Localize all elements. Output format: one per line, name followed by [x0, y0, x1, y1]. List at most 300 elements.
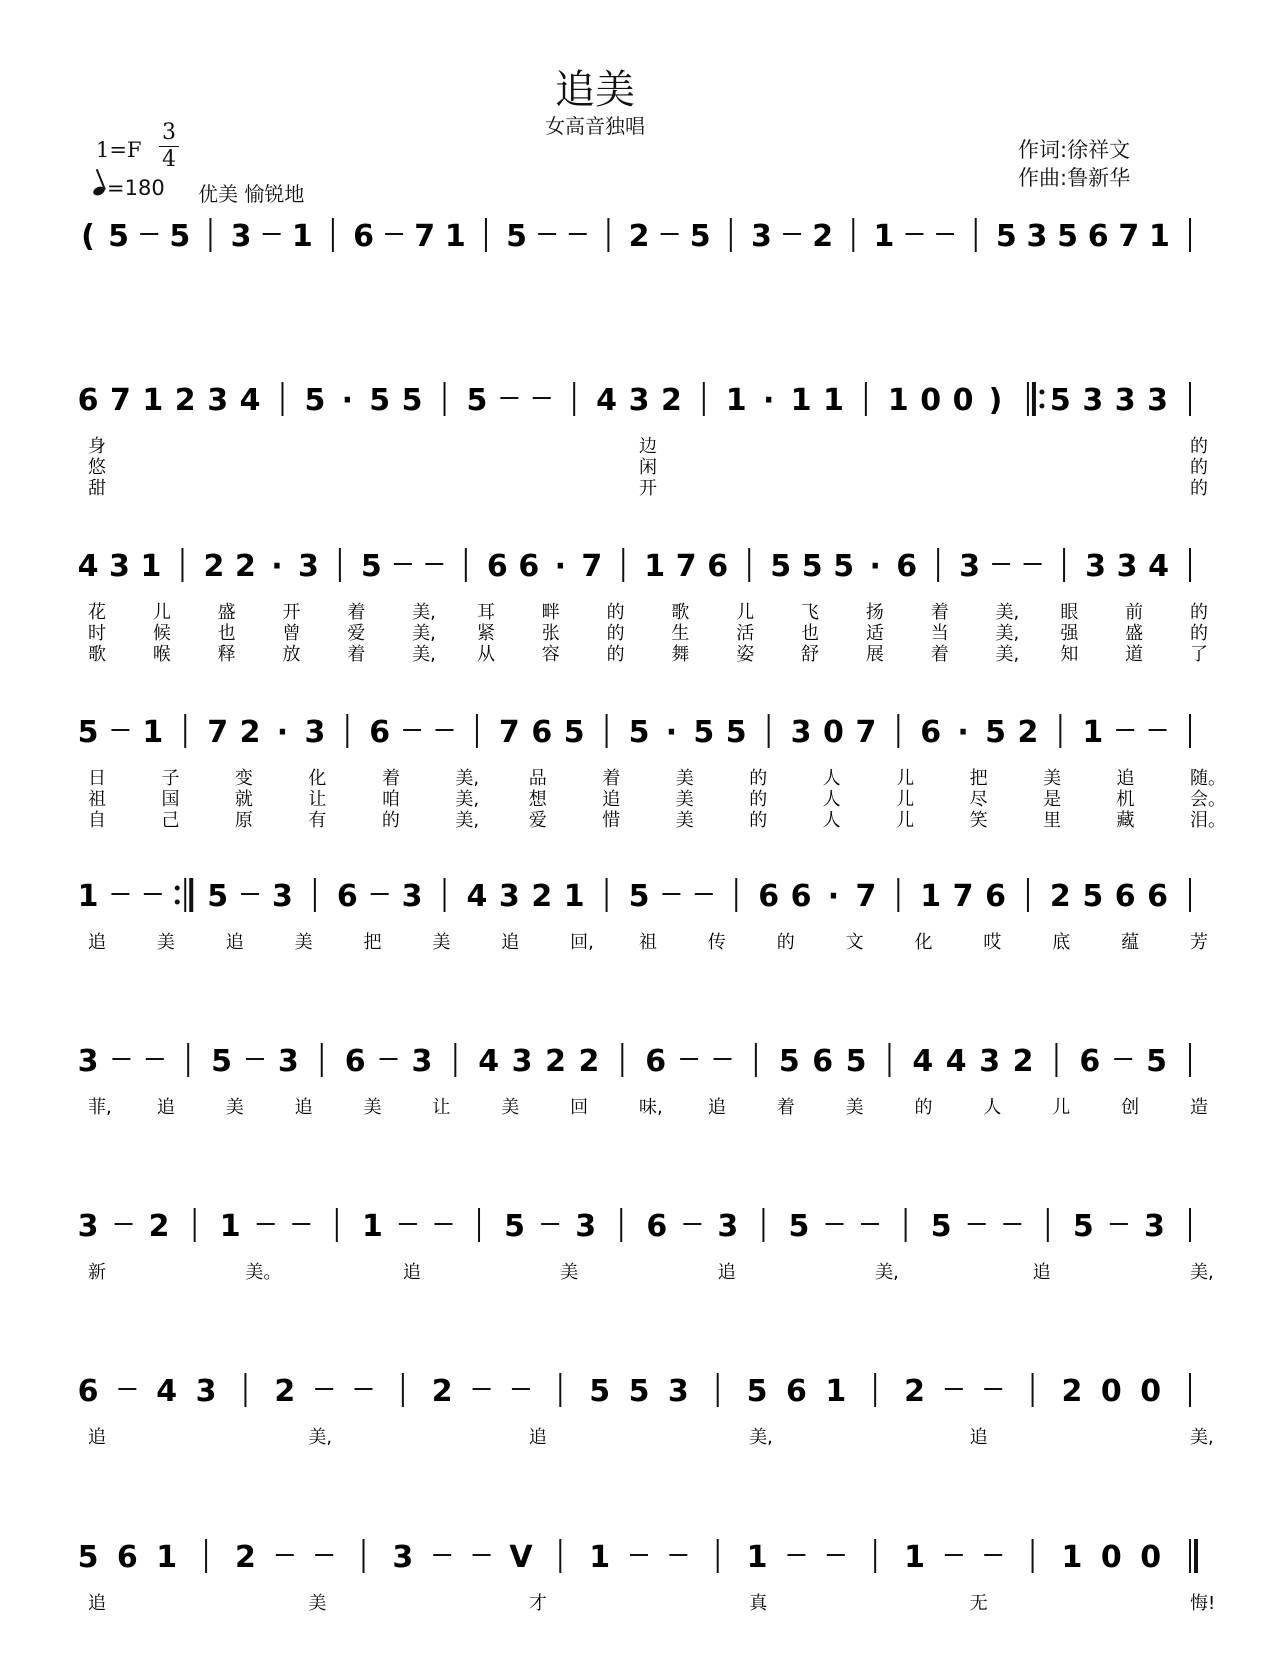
- note-token: 0: [1140, 1540, 1162, 1575]
- lyric-syllable: 着: [347, 644, 366, 665]
- note-token: 3: [1026, 219, 1048, 254]
- composer-credit: 作曲:鲁新华: [1018, 166, 1131, 190]
- note-token: 7: [675, 549, 697, 584]
- lyric-syllable: 追: [156, 1097, 175, 1118]
- lyric-syllable: 的: [749, 768, 768, 789]
- note-token: 1: [790, 383, 812, 418]
- lyric-syllable: 追: [969, 1427, 988, 1448]
- lyric-syllable: 哎: [983, 932, 1002, 953]
- lyric-syllable: 人: [822, 810, 841, 831]
- lyric-syllable: 曾: [282, 623, 301, 644]
- note-token: 6: [645, 1044, 667, 1079]
- note-token: 5: [1057, 219, 1078, 254]
- note-token: 7: [952, 879, 974, 914]
- note-token: 3: [392, 1540, 414, 1575]
- note-token: 4: [156, 1374, 178, 1409]
- note-token: 1: [142, 715, 164, 750]
- note-token: 3: [979, 1044, 1001, 1079]
- note-token: 5: [211, 1044, 233, 1079]
- note-token: 3: [277, 1044, 299, 1079]
- lyric-syllable: 了: [1190, 644, 1208, 665]
- song-title: 追美: [555, 67, 635, 113]
- note-token: 6: [812, 1044, 834, 1079]
- lyric-syllable: 歌: [88, 644, 106, 665]
- lyric-syllable: 回: [570, 1097, 589, 1118]
- note-token: 4: [77, 549, 99, 584]
- lyric-syllable: 爱: [528, 810, 547, 831]
- lyric-syllable: 新: [88, 1262, 106, 1283]
- note-token: 5: [693, 715, 715, 750]
- note-token: 5: [1049, 383, 1071, 418]
- lyric-syllable: 把: [363, 932, 382, 953]
- note-token: 5: [169, 219, 191, 254]
- lyric-syllable: 的: [1190, 457, 1208, 478]
- note-token: 3: [1144, 1209, 1165, 1244]
- note-token: 2: [203, 549, 225, 584]
- note-token: 6: [646, 1209, 668, 1244]
- repeat-dot: [1039, 404, 1044, 409]
- note-token: 3: [411, 1044, 433, 1079]
- note-token: 6: [1114, 879, 1136, 914]
- note-token: 6: [116, 1540, 138, 1575]
- lyric-syllable: 着: [602, 768, 621, 789]
- note-token: 2: [531, 879, 553, 914]
- lyric-syllable: 时: [88, 623, 106, 644]
- lyric-syllable: 让: [432, 1097, 451, 1118]
- lyric-syllable: 追: [88, 932, 106, 953]
- note-token: ·: [271, 549, 283, 584]
- note-token: 1: [746, 1540, 768, 1575]
- lyric-syllable: 机: [1116, 789, 1135, 810]
- lyric-syllable: 追: [717, 1262, 736, 1283]
- lyric-syllable: 味,: [639, 1097, 663, 1118]
- lyric-syllable: 芳: [1190, 932, 1208, 953]
- note-token: 4: [478, 1044, 500, 1079]
- note-token: 3: [109, 549, 130, 584]
- lyric-syllable: 日: [88, 768, 106, 789]
- note-token: 3: [1114, 383, 1136, 418]
- lyric-syllable: 真: [749, 1593, 768, 1614]
- lyric-syllable: 咱: [381, 789, 400, 810]
- note-token: 0: [1140, 1374, 1162, 1409]
- note-token: 5: [628, 879, 650, 914]
- lyric-syllable: 也: [217, 623, 236, 644]
- lyric-syllable: 尽: [969, 789, 988, 810]
- note-token: 1: [825, 1374, 847, 1409]
- note-token: 5: [930, 1209, 952, 1244]
- note-token: 2: [660, 383, 682, 418]
- lyric-syllable: 飞: [801, 602, 820, 623]
- lyric-syllable: 的: [776, 932, 795, 953]
- note-token: 1: [904, 1540, 925, 1575]
- note-token: 5: [746, 1374, 768, 1409]
- note-token: 4: [1148, 549, 1169, 584]
- lyric-syllable: 祖: [88, 789, 106, 810]
- note-token: 6: [77, 1374, 99, 1409]
- note-token: 1: [1061, 1540, 1083, 1575]
- lyric-syllable: 的: [749, 810, 768, 831]
- note-token: 5: [1146, 1044, 1168, 1079]
- lyric-syllable: 美: [1043, 768, 1062, 789]
- note-token: 3: [1085, 549, 1106, 584]
- lyric-syllable: 当: [930, 623, 949, 644]
- note-token: ·: [665, 715, 678, 750]
- lyric-syllable: 候: [152, 623, 171, 644]
- repeat-dot: [1039, 390, 1044, 395]
- song-subtitle: 女高音独唱: [545, 114, 645, 138]
- lyric-syllable: 想: [528, 789, 547, 810]
- lyric-syllable: 悠: [88, 457, 106, 478]
- lyric-syllable: 菲,: [88, 1097, 112, 1118]
- note-token: 3: [717, 1209, 739, 1244]
- note-token: 3: [195, 1374, 217, 1409]
- note-token: 7: [109, 383, 131, 418]
- repeat-dot: [175, 886, 180, 891]
- note-token: 3: [790, 715, 812, 750]
- note-token: 6: [353, 219, 374, 254]
- note-token: 3: [751, 219, 772, 254]
- note-token: 0: [1100, 1540, 1122, 1575]
- lyric-syllable: 美,: [308, 1427, 333, 1448]
- lyric-syllable: 展: [865, 644, 884, 665]
- note-token: 4: [596, 383, 618, 418]
- note-token: 0: [920, 383, 942, 418]
- lyric-syllable: 儿: [896, 768, 915, 789]
- lyric-syllable: 美: [501, 1097, 520, 1118]
- note-token: 3: [297, 549, 319, 584]
- note-token: 1: [219, 1209, 241, 1244]
- lyric-syllable: 放: [282, 644, 301, 665]
- lyric-syllable: 盛: [217, 602, 236, 623]
- lyric-syllable: 传: [707, 932, 726, 953]
- note-token: 7: [855, 715, 877, 750]
- lyric-syllable: 眼: [1060, 602, 1079, 623]
- repeat-dot: [175, 900, 180, 905]
- note-token: 6: [486, 549, 508, 584]
- lyric-syllable: 从: [476, 644, 495, 665]
- lyric-syllable: 边: [639, 436, 657, 457]
- note-token: 1: [589, 1540, 611, 1575]
- lyric-syllable: 喉: [152, 644, 171, 665]
- tempo-value: =180: [107, 176, 165, 200]
- lyric-syllable: 的: [1190, 602, 1208, 623]
- note-token: 2: [1017, 715, 1039, 750]
- lyric-syllable: 美,: [995, 602, 1020, 623]
- note-token: 3: [511, 1044, 533, 1079]
- lyric-syllable: 人: [983, 1097, 1002, 1118]
- note-token: 3: [667, 1374, 689, 1409]
- note-token: 5: [1072, 1209, 1094, 1244]
- note-token: 6: [336, 879, 358, 914]
- lyric-syllable: 美。: [245, 1262, 282, 1283]
- note-token: 2: [1049, 879, 1071, 914]
- note-token: 6: [1079, 1044, 1101, 1079]
- lyric-syllable: 惜: [602, 810, 621, 831]
- note-token: 5: [77, 1540, 99, 1575]
- note-token: (: [81, 219, 95, 254]
- lyric-syllable: 美,: [455, 768, 480, 789]
- lyric-syllable: 回,: [570, 932, 594, 953]
- lyric-syllable: 会。: [1190, 789, 1226, 810]
- note-token: 2: [148, 1209, 170, 1244]
- note-token: 5: [689, 219, 711, 254]
- lyric-syllable: 扬: [865, 602, 884, 623]
- lyric-syllable: 品: [528, 768, 547, 789]
- lyric-syllable: 才: [528, 1593, 547, 1614]
- note-token: 6: [369, 715, 391, 750]
- note-token: 4: [912, 1044, 934, 1079]
- lyric-syllable: 追: [528, 1427, 547, 1448]
- note-token: 6: [1147, 879, 1169, 914]
- note-token: ·: [276, 715, 289, 750]
- lyric-syllable: 把: [969, 768, 988, 789]
- lyric-syllable: 美,: [412, 623, 436, 644]
- note-token: ·: [869, 549, 881, 584]
- lyric-syllable: 的: [914, 1097, 933, 1118]
- lyric-syllable: 随。: [1190, 768, 1226, 789]
- lyric-syllable: 美: [294, 932, 313, 953]
- note-token: 1: [291, 219, 313, 254]
- note-token: 1: [1148, 219, 1170, 254]
- note-token: 4: [945, 1044, 967, 1079]
- note-token: 1: [156, 1540, 178, 1575]
- lyric-syllable: 活: [736, 623, 755, 644]
- lyric-syllable: 开: [639, 478, 657, 499]
- lyric-syllable: 里: [1043, 810, 1062, 831]
- note-token: 1: [77, 879, 99, 914]
- note-token: 2: [234, 549, 256, 584]
- note-token: 3: [628, 383, 650, 418]
- lyric-syllable: 儿: [152, 602, 171, 623]
- lyric-syllable: 歌: [671, 602, 690, 623]
- lyric-syllable: 创: [1121, 1097, 1140, 1118]
- note-token: 3: [401, 879, 423, 914]
- note-token: 1: [361, 1209, 383, 1244]
- note-token: 5: [401, 383, 423, 418]
- note-token: 5: [995, 219, 1017, 254]
- note-token: 5: [504, 1209, 526, 1244]
- key-signature: 1=F: [96, 138, 142, 162]
- lyric-syllable: 美,: [1190, 1262, 1214, 1283]
- lyric-syllable: 的: [1190, 478, 1208, 499]
- lyric-syllable: 追: [294, 1097, 313, 1118]
- lyric-syllable: 追: [707, 1097, 726, 1118]
- lyric-syllable: 文: [845, 932, 864, 953]
- note-token: 1: [140, 549, 162, 584]
- note-token: 0: [1100, 1374, 1122, 1409]
- lyric-syllable: 花: [88, 602, 106, 623]
- lyric-syllable: 的: [749, 789, 768, 810]
- note-token: 1: [444, 219, 466, 254]
- lyric-syllable: 甜: [88, 478, 106, 499]
- note-token: ·: [957, 715, 969, 750]
- note-token: 3: [230, 219, 252, 254]
- lyric-syllable: 美: [845, 1097, 864, 1118]
- lyric-syllable: 祖: [639, 932, 657, 953]
- lyric-syllable: 无: [969, 1593, 988, 1614]
- note-token: 5: [845, 1044, 867, 1079]
- note-token: V: [509, 1540, 533, 1575]
- note-token: 3: [207, 383, 229, 418]
- note-token: 5: [725, 715, 747, 750]
- lyric-syllable: 身: [88, 436, 106, 457]
- lyric-syllable: 美: [363, 1097, 382, 1118]
- note-token: 3: [575, 1209, 597, 1244]
- lyric-syllable: 张: [541, 623, 560, 644]
- lyric-syllable: 就: [234, 789, 253, 810]
- time-signature-top: 3: [162, 120, 176, 145]
- note-token: 5: [1082, 879, 1104, 914]
- note-token: 5: [778, 1044, 800, 1079]
- lyric-syllable: 美,: [1190, 1427, 1214, 1448]
- lyric-syllable: 美,: [749, 1427, 773, 1448]
- note-token: 2: [234, 1540, 256, 1575]
- note-token: 5: [466, 383, 488, 418]
- note-token: 5: [801, 549, 823, 584]
- note-token: 2: [578, 1044, 600, 1079]
- lyric-syllable: 儿: [736, 602, 755, 623]
- note-token: 1: [725, 383, 747, 418]
- note-token: 0: [952, 383, 974, 418]
- lyric-syllable: 追: [88, 1593, 106, 1614]
- lyric-syllable: 紧: [476, 623, 495, 644]
- lyric-syllable: 让: [308, 789, 327, 810]
- lyric-syllable: 藏: [1116, 810, 1135, 831]
- note-token: 3: [498, 879, 520, 914]
- lyric-syllable: 爱: [347, 623, 366, 644]
- lyric-syllable: 舞: [671, 644, 690, 665]
- note-token: 5: [77, 715, 99, 750]
- note-token: 6: [790, 879, 812, 914]
- note-token: 2: [545, 1044, 566, 1079]
- lyric-syllable: 悔!: [1190, 1593, 1216, 1614]
- lyric-syllable: 着: [776, 1097, 795, 1118]
- note-token: 5: [628, 715, 650, 750]
- note-token: 2: [812, 219, 834, 254]
- lyric-syllable: 追: [602, 789, 621, 810]
- note-token: 2: [431, 1374, 453, 1409]
- lyric-syllable: 自: [88, 810, 106, 831]
- note-token: 6: [920, 715, 942, 750]
- note-token: 3: [959, 549, 981, 584]
- lyric-syllable: 追: [402, 1262, 421, 1283]
- lyric-syllable: 开: [282, 602, 301, 623]
- lyric-syllable: 着: [930, 644, 949, 665]
- lyric-syllable: 美: [432, 932, 451, 953]
- lyric-syllable: 道: [1125, 644, 1144, 665]
- lyric-syllable: 美: [675, 768, 694, 789]
- lyric-syllable: 容: [541, 644, 560, 665]
- note-token: 5: [108, 219, 130, 254]
- note-token: 3: [272, 879, 293, 914]
- note-token: 6: [77, 383, 99, 418]
- lyric-syllable: 美: [675, 789, 694, 810]
- lyric-syllable: 美: [560, 1262, 579, 1283]
- note-token: 1: [873, 219, 895, 254]
- note-token: 2: [1061, 1374, 1083, 1409]
- note-token: 4: [239, 383, 261, 418]
- lyric-syllable: 前: [1125, 602, 1144, 623]
- lyric-syllable: 泪。: [1190, 810, 1226, 831]
- lyric-syllable: 生: [671, 623, 690, 644]
- note-token: 5: [304, 383, 326, 418]
- note-token: 7: [581, 549, 603, 584]
- lyric-syllable: 化: [914, 932, 933, 953]
- lyric-syllable: 美: [675, 810, 694, 831]
- note-token: 3: [1147, 383, 1169, 418]
- lyric-syllable: 儿: [896, 810, 915, 831]
- note-token: 1: [887, 383, 909, 418]
- note-token: 7: [498, 715, 520, 750]
- note-token: 5: [207, 879, 229, 914]
- expression-mark: 优美 愉锐地: [198, 182, 305, 206]
- note-token: 6: [1087, 219, 1109, 254]
- note-token: 5: [369, 383, 391, 418]
- note-token: 4: [466, 879, 488, 914]
- lyric-syllable: 追: [225, 932, 244, 953]
- note-token: 7: [414, 219, 436, 254]
- lyric-syllable: 人: [822, 789, 841, 810]
- note-token: 5: [833, 549, 855, 584]
- lyric-syllable: 美,: [412, 644, 436, 665]
- lyric-syllable: 适: [865, 623, 884, 644]
- lyric-syllable: 人: [822, 768, 841, 789]
- note-token: 6: [518, 549, 540, 584]
- note-token: 6: [344, 1044, 366, 1079]
- note-token: 2: [904, 1374, 925, 1409]
- note-token: ): [988, 383, 1003, 418]
- lyric-syllable: 的: [1190, 623, 1208, 644]
- note-token: ·: [341, 383, 353, 418]
- lyric-syllable: 美,: [455, 789, 480, 810]
- lyric-syllable: 造: [1190, 1097, 1208, 1118]
- note-token: 5: [563, 715, 585, 750]
- note-token: 5: [360, 549, 382, 584]
- note-token: 3: [77, 1209, 99, 1244]
- lyric-syllable: 也: [801, 623, 820, 644]
- lyric-syllable: 着: [347, 602, 366, 623]
- lyric-syllable: 国: [161, 789, 180, 810]
- note-token: 3: [304, 715, 326, 750]
- lyric-syllable: 变: [234, 768, 253, 789]
- lyric-syllable: 畔: [541, 602, 560, 623]
- note-token: 1: [823, 383, 844, 418]
- lyric-syllable: 追: [88, 1427, 106, 1448]
- lyric-syllable: 是: [1043, 789, 1062, 810]
- lyric-syllable: 笑: [969, 810, 988, 831]
- note-token: ·: [762, 383, 775, 418]
- note-token: 5: [506, 219, 527, 254]
- lyric-syllable: 的: [606, 623, 625, 644]
- lyric-syllable: 蕴: [1121, 932, 1140, 953]
- lyric-syllable: 儿: [896, 789, 915, 810]
- lyric-syllable: 追: [501, 932, 520, 953]
- lyric-syllable: 盛: [1125, 623, 1144, 644]
- lyric-syllable: 姿: [736, 644, 755, 665]
- lyric-syllable: 化: [308, 768, 327, 789]
- note-token: 3: [1116, 549, 1138, 584]
- lyric-syllable: 子: [161, 768, 180, 789]
- lyric-syllable: 舒: [801, 644, 820, 665]
- note-token: 2: [239, 715, 261, 750]
- note-token: 3: [1082, 383, 1104, 418]
- lyric-syllable: 的: [606, 644, 625, 665]
- lyric-syllable: 美: [225, 1097, 244, 1118]
- lyric-syllable: 底: [1052, 932, 1071, 953]
- note-token: 5: [788, 1209, 810, 1244]
- note-token: 2: [274, 1374, 296, 1409]
- note-token: 3: [77, 1044, 99, 1079]
